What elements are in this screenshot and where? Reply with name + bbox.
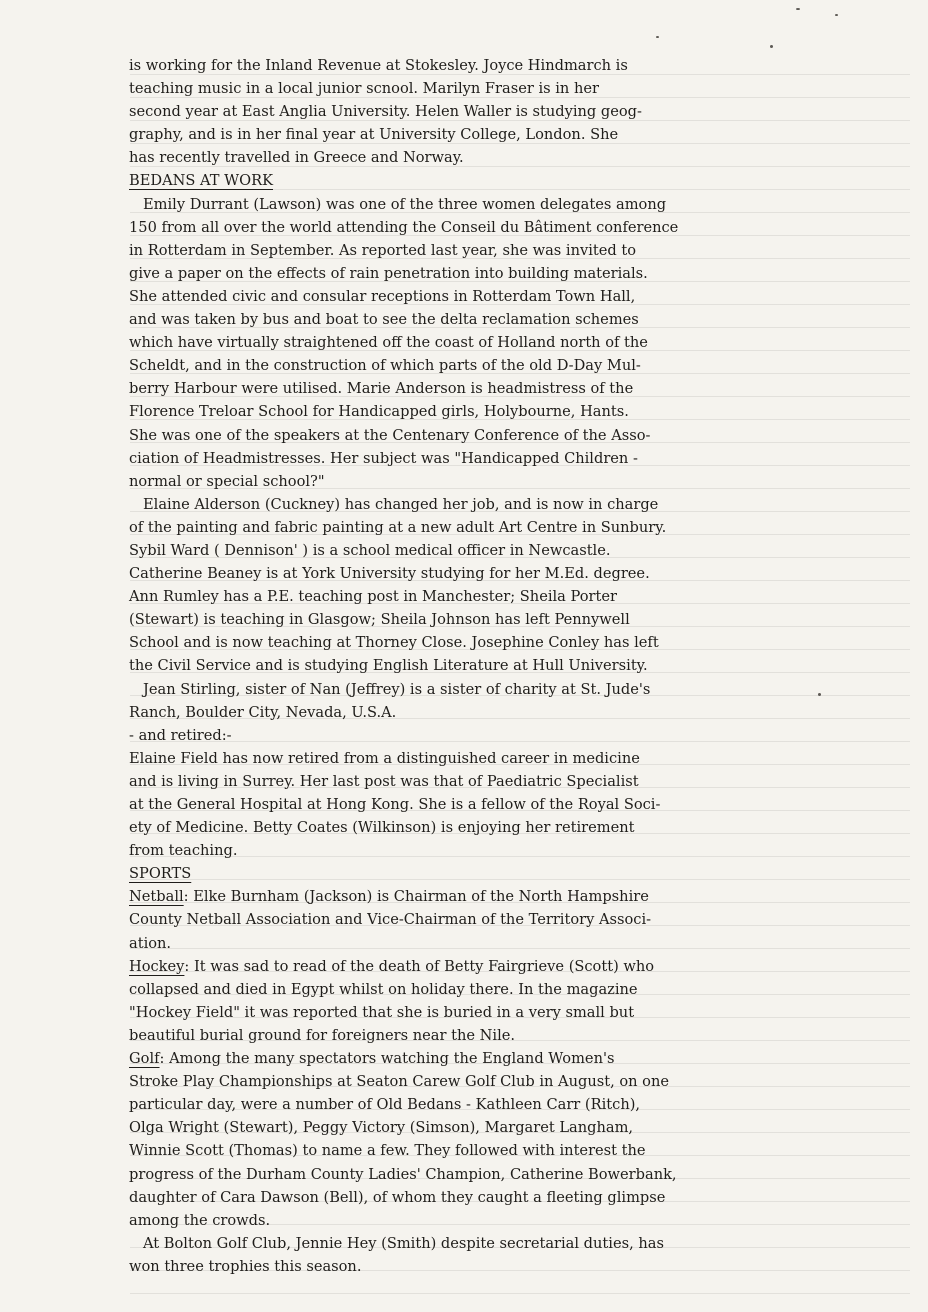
text-line: "Hockey Field" it was reported that she is buried in a very small but bbox=[129, 1003, 635, 1021]
text-line: Winnie Scott (Thomas) to name a few. They followed with interest the bbox=[129, 1142, 646, 1160]
text-line: Stroke Play Championships at Seaton Carew Golf Club in August, on one bbox=[129, 1073, 670, 1091]
text-line: is working for the Inland Revenue at Stokesley. Joyce Hindmarch is bbox=[129, 57, 628, 74]
text-line: Ranch, Boulder City, Nevada, U.S.A. bbox=[129, 703, 397, 721]
text-line: Jean Stirling, sister of Nan (Jeffrey) is a sister of charity at St. Jude's bbox=[143, 680, 651, 698]
text-line: (Stewart) is teaching in Glasgow; Sheila Johnson has left Pennywell bbox=[129, 611, 630, 629]
paragraph bbox=[129, 724, 789, 747]
paragraph bbox=[129, 747, 789, 862]
text-line: graphy, and is in her final year at University College, London. She bbox=[129, 126, 619, 144]
line-text: : Among the many spectators watching the England Women's bbox=[159, 1050, 615, 1068]
text-line: of the painting and fabric painting at a new adult Art Centre in Sunbury. bbox=[129, 518, 667, 536]
sport-label: Hockey bbox=[129, 957, 185, 975]
text-line: progress of the Durham County Ladies' Champion, Catherine Bowerbank, bbox=[129, 1165, 677, 1183]
text-line: ety of Medicine. Betty Coates (Wilkinson) is enjoying her retirement bbox=[129, 819, 635, 837]
paragraph bbox=[129, 493, 789, 678]
text-line: give a paper on the effects of rain penetration into building materials. bbox=[129, 264, 648, 282]
text-line: normal or special school?" bbox=[129, 472, 325, 490]
text-line: Elaine Field has now retired from a distinguished career in medicine bbox=[129, 749, 640, 767]
heading-text: BEDANS AT WORK bbox=[129, 172, 273, 190]
line-text: : Elke Burnham (Jackson) is Chairman of the North Hampshire bbox=[183, 888, 649, 906]
paragraph bbox=[129, 678, 789, 724]
text-line: has recently travelled in Greece and Norway. bbox=[129, 149, 464, 167]
text-line: among the crowds. bbox=[129, 1211, 271, 1229]
paragraph bbox=[129, 54, 789, 169]
text-line: teaching music in a local junior scnool. Marilyn Fraser is in her bbox=[129, 80, 599, 98]
text-line: collapsed and died in Egypt whilst on holiday there. In the magazine bbox=[129, 980, 638, 998]
text-line: daughter of Cara Dawson (Bell), of whom they caught a fleeting glimpse bbox=[129, 1188, 666, 1206]
text-line: second year at East Anglia University. Helen Waller is studying geog- bbox=[129, 103, 642, 121]
text-line: Ann Rumley has a P.E. teaching post in Manchester; Sheila Porter bbox=[129, 588, 617, 606]
text-line bbox=[129, 1047, 789, 1070]
line-text: : It was sad to read of the death of Betty Fairgrieve (Scott) who bbox=[184, 957, 655, 975]
text-line bbox=[129, 955, 789, 978]
text-line: and was taken by bus and boat to see the delta reclamation schemes bbox=[129, 311, 639, 329]
sport-label: Netball bbox=[129, 888, 184, 906]
text-line bbox=[129, 885, 789, 908]
paragraph bbox=[129, 1232, 789, 1278]
text-line: in Rotterdam in September. As reported last year, she was invited to bbox=[129, 241, 637, 259]
text-line: at the General Hospital at Hong Kong. She is a fellow of the Royal Soci- bbox=[129, 796, 661, 813]
text-line: ciation of Headmistresses. Her subject was "Handicapped Children - bbox=[129, 449, 638, 467]
text-line: Olga Wright (Stewart), Peggy Victory (Simson), Margaret Langham, bbox=[129, 1119, 634, 1137]
paragraph bbox=[129, 1047, 789, 1232]
text-line: - and retired:- bbox=[129, 726, 232, 744]
text-line: She attended civic and consular receptions in Rotterdam Town Hall, bbox=[129, 287, 636, 305]
text-line: Catherine Beaney is at York University studying for her M.Ed. degree. bbox=[129, 565, 650, 583]
text-line: berry Harbour were utilised. Marie Anderson is headmistress of the bbox=[129, 380, 634, 398]
document-text bbox=[129, 54, 789, 1278]
text-line: Florence Treloar School for Handicapped girls, Holybourne, Hants. bbox=[129, 403, 629, 421]
text-line: Emily Durrant (Lawson) was one of the three women delegates among bbox=[143, 195, 667, 213]
heading-text: SPORTS bbox=[129, 865, 192, 883]
paragraph bbox=[129, 885, 789, 954]
text-line: won three trophies this season. bbox=[129, 1257, 362, 1275]
paragraph bbox=[129, 955, 789, 1047]
text-line: beautiful burial ground for foreigners near the Nile. bbox=[129, 1026, 516, 1044]
text-line: the Civil Service and is studying English Literature at Hull University. bbox=[129, 657, 648, 675]
paragraph bbox=[129, 193, 789, 493]
text-line: She was one of the speakers at the Centenary Conference of the Asso- bbox=[129, 426, 651, 444]
sport-label: Golf bbox=[129, 1050, 160, 1068]
text-line: Sybil Ward ( Dennison' ) is a school medical officer in Newcastle. bbox=[129, 541, 611, 559]
text-line: particular day, were a number of Old Bedans - Kathleen Carr (Ritch), bbox=[129, 1096, 641, 1114]
text-line: which have virtually straightened off the coast of Holland north of the bbox=[129, 334, 648, 352]
text-line: At Bolton Golf Club, Jennie Hey (Smith) despite secretarial duties, has bbox=[143, 1234, 664, 1252]
text-line: ation. bbox=[129, 934, 172, 952]
section-heading bbox=[129, 169, 789, 192]
text-line: from teaching. bbox=[129, 842, 238, 860]
text-line: School and is now teaching at Thorney Close. Josephine Conley has left bbox=[129, 634, 659, 652]
section-heading bbox=[129, 862, 789, 885]
text-line: and is living in Surrey. Her last post was that of Paediatric Specialist bbox=[129, 772, 639, 790]
text-line: County Netball Association and Vice-Chairman of the Territory Associ- bbox=[129, 911, 652, 929]
text-line: Elaine Alderson (Cuckney) has changed her job, and is now in charge bbox=[143, 495, 659, 513]
text-line: Scheldt, and in the construction of which parts of the old D-Day Mul- bbox=[129, 357, 641, 375]
text-line: 150 from all over the world attending the Conseil du Bâtiment conference bbox=[129, 218, 679, 236]
